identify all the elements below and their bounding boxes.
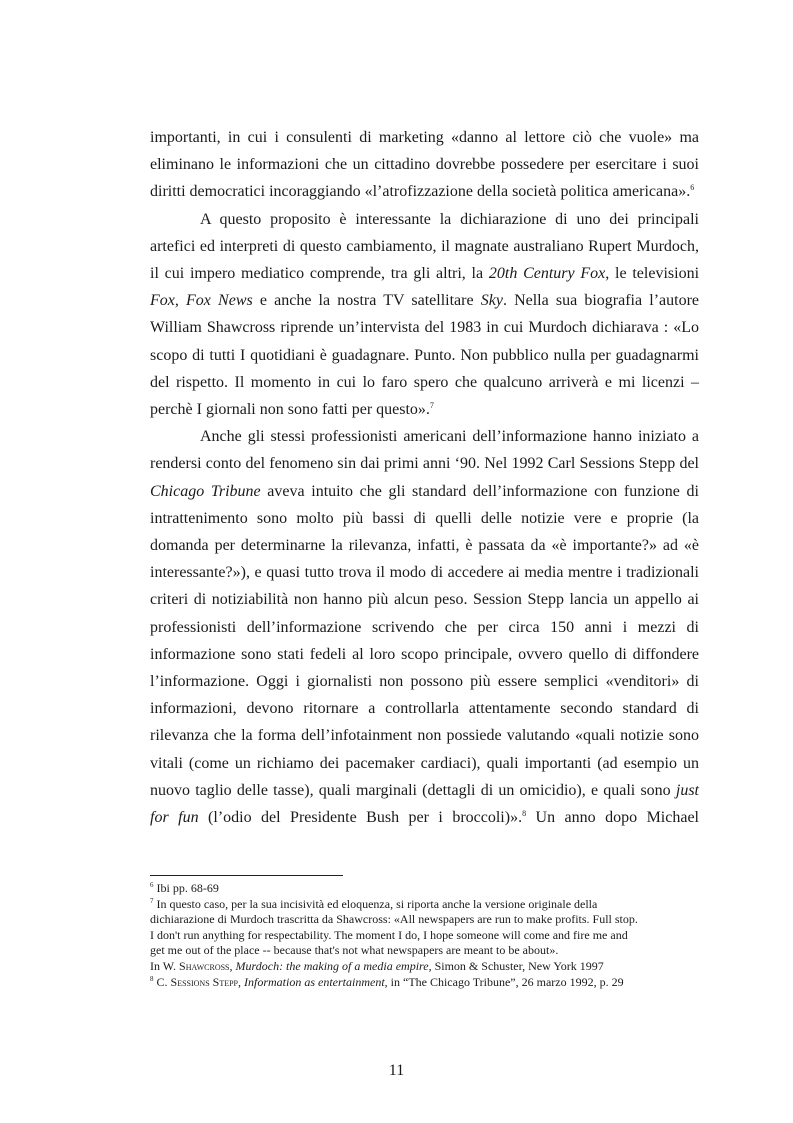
text-line: del rispetto. Il momento in cui lo faro spero che qualcuno arriverà e mi licenzi – (150, 373, 699, 391)
footnote-6 (150, 881, 699, 897)
text-line: rilevanza che la forma dell’infotainment non possiede valutando «quali notizie sono (150, 727, 699, 745)
footnote-7 (150, 897, 699, 913)
footnote-text: In W. (150, 958, 180, 973)
text-line: informazioni, devono ritornare a controllarla attentamente secondo standard di (150, 700, 699, 718)
text-line: professionisti dell’informazione scrivendo che per circa 150 anni i mezzi di (150, 618, 699, 636)
text-line: importanti, in cui i consulenti di marketing «danno al lettore ciò che vuole» ma (150, 129, 699, 146)
text-line: informazione sono stati fedeli al loro scopo principale, ovvero quello di diffondere (150, 645, 699, 663)
text-segment: , le televisioni (605, 265, 700, 283)
text-segment: e anche la nostra TV satellitare (252, 292, 481, 310)
text-line: vitali (come un richiamo dei pacemaker cardiaci), quali importanti (ad esempio un (150, 754, 699, 772)
text-line (150, 287, 699, 314)
author-name: Shawcross (179, 958, 230, 973)
main-text (150, 124, 699, 831)
footnote-separator (150, 875, 343, 876)
text-line-content: perchè I giornali non sono fatti per questo». (150, 401, 430, 419)
footnote-ref-7[interactable]: 7 (429, 401, 434, 411)
footnotes (150, 881, 699, 990)
text-line: intrattenimento sono molto più bassi di quelli delle notizie vere e proprie (la (150, 509, 699, 527)
paragraph-3 (150, 423, 699, 831)
footnote-ref-8[interactable]: 8 (522, 809, 527, 819)
text-line: A questo proposito è interessante la dichiarazione di uno dei principali (200, 210, 699, 228)
page-number: 11 (388, 1062, 405, 1079)
text-line: artefici ed interpreti di questo cambiamento, il magnate australiano Rupert Murdoch, (150, 237, 699, 255)
text-line: l’informazione. Oggi i giornalisti non possono più essere semplici «venditori» di (150, 673, 699, 691)
text-line (150, 260, 699, 287)
text-line (150, 804, 699, 831)
italic-title: Chicago Tribune (150, 482, 261, 500)
text-line: William Shawcross riprende un’intervista del 1983 in cui Murdoch dichiarava : «Lo (150, 319, 699, 337)
text-line (150, 396, 699, 423)
text-line (150, 777, 699, 804)
paragraph-1 (150, 124, 699, 206)
footnote-number: 6 (150, 881, 154, 889)
footnote-8 (150, 975, 699, 991)
footnote-text: , in “The Chicago Tribune”, 26 marzo 1992, p. 29 (384, 974, 624, 989)
text-line: criteri di notiziabilità non hanno più alcun peso. Session Stepp lancia un appello ai (150, 591, 699, 609)
footnote-ref-6[interactable]: 6 (690, 183, 695, 193)
article-title: Information as entertainment (244, 974, 385, 989)
footnote-number: 7 (150, 896, 154, 905)
text-line (150, 178, 699, 205)
footnote-text: C. (153, 974, 171, 989)
text-segment: . Nella sua biografia l’autore (502, 292, 699, 310)
italic-title: Sky (480, 292, 503, 310)
text-segment: nuovo taglio delle tasse), quali marginali (dettagli di un omicidio), e quali sono (150, 781, 676, 799)
author-name: Sessions Stepp (170, 974, 238, 989)
text-line: rendersi conto del fenomeno sin dai primi anni ‘90. Nel 1992 Carl Sessions Stepp del (150, 455, 699, 473)
text-line: eliminano le informazioni che un cittadino dovrebbe possedere per esercitare i suoi (150, 156, 699, 174)
italic-title: 20th Century Fox (488, 265, 606, 283)
text-line: interessante?»), e quasi tutto trova il modo di accedere ai media mentre i tradizionali (150, 564, 699, 582)
footnote-7-citation (150, 959, 699, 975)
footnote-text: , Simon & Schuster, New York 1997 (428, 958, 604, 973)
italic-title: Fox, Fox News (150, 292, 253, 310)
footnote-text: Ibi pp. 68-69 (153, 881, 219, 895)
italic-phrase: just (675, 781, 699, 799)
text-segment: Un anno dopo Michael (526, 809, 699, 827)
footnote-7-line: I don't run anything for respectability. The moment I do, I hope someone will come and fire me and (150, 927, 628, 942)
book-title: , Murdoch: the making of a media empire (229, 958, 429, 973)
text-segment: (l’odio del Presidente Bush per i broccoli)». (198, 809, 523, 827)
text-line: domanda per determinarne la rilevanza, infatti, è passata da «è importante?» ad «è (150, 537, 699, 555)
footnote-number: 8 (150, 974, 154, 983)
text-line (150, 478, 699, 505)
text-segment: il cui impero mediatico comprende, tra gli altri, la (150, 265, 489, 283)
paragraph-2 (150, 206, 699, 424)
footnote-text: In questo caso, per la sua incisività ed eloquenza, si riporta anche la versione originale della (153, 896, 598, 911)
footnote-7-line: get me out of the place -- because that's not what newspapers are meant to be about». (150, 943, 559, 958)
italic-phrase: for fun (150, 809, 199, 827)
text-segment: aveva intuito che gli standard dell’informazione con funzione di (260, 482, 699, 500)
footnote-7-line: dichiarazione di Murdoch trascritta da Shawcross: «All newspapers are run to make profits. Full stop. (150, 912, 638, 927)
text-line: scopo di tutti I quotidiani è guadagnare. Punto. Non pubblico nulla per guadagnarmi (150, 346, 699, 364)
text-line: Anche gli stessi professionisti americani dell’informazione hanno iniziato a (200, 428, 699, 446)
footnote-text: , (238, 974, 244, 989)
text-line-content: diritti democratici incoraggiando «l’atrofizzazione della società politica americana». (150, 183, 691, 201)
